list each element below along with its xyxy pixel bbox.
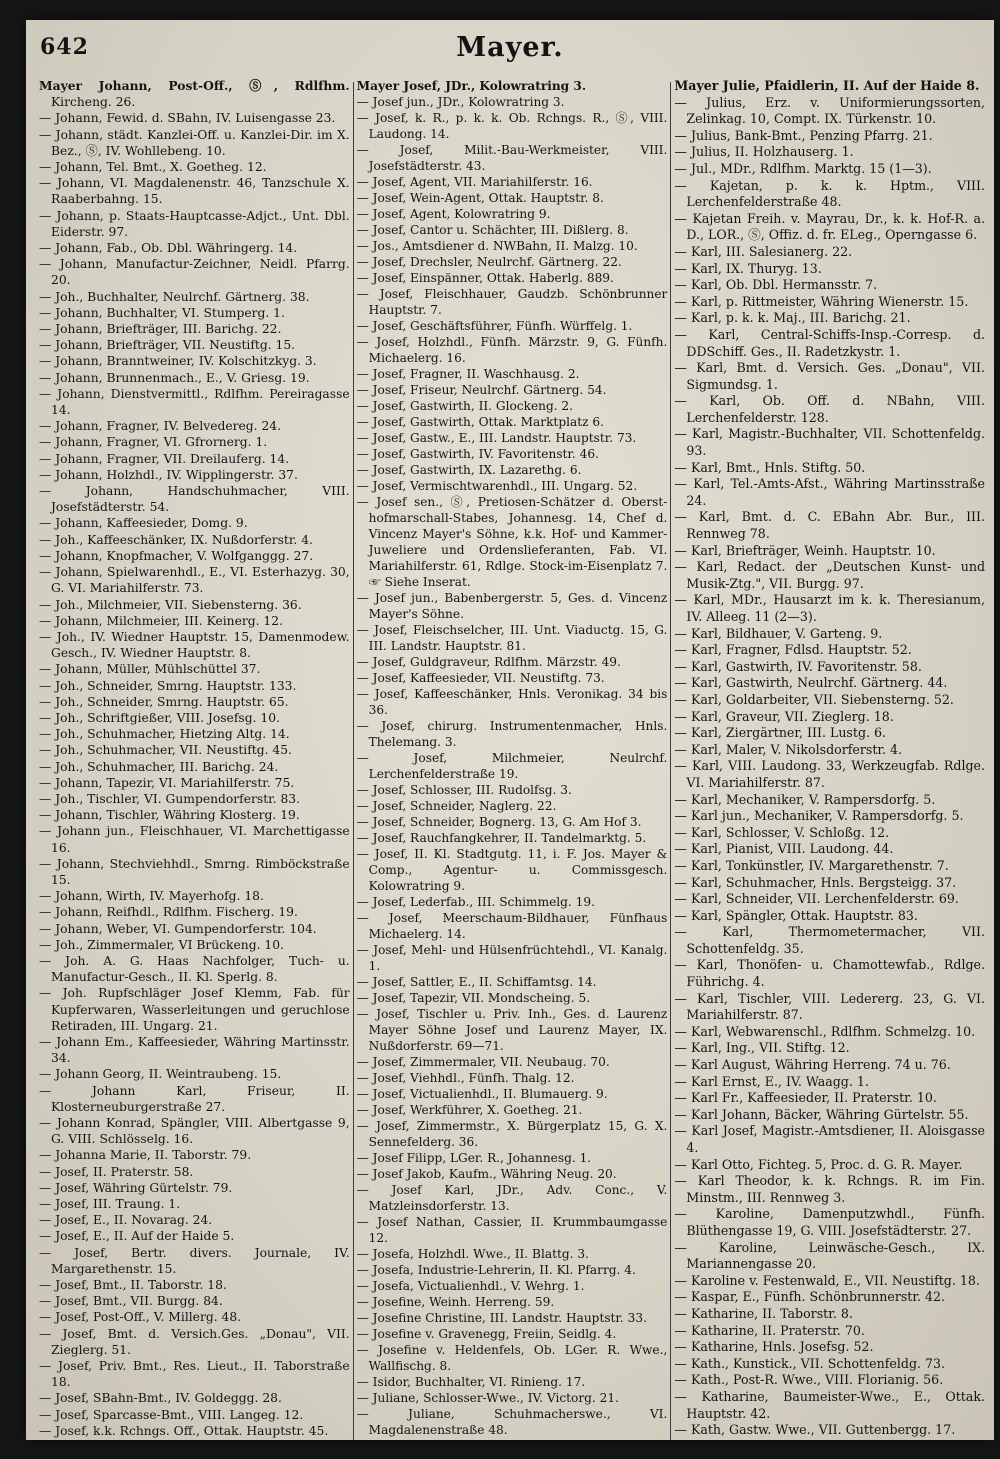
directory-entry: — Johann, Holzhdl., IV. Wipplingerstr. 37. bbox=[39, 467, 298, 482]
directory-entry: — Johann, Briefträger, III. Barichg. 22. bbox=[39, 322, 282, 337]
directory-entry: — Josef, E., II. Auf der Haide 5. bbox=[39, 1229, 235, 1244]
directory-entry: — Joh., Buchhalter, Neulrchf. Gärtnerg. 38. bbox=[39, 289, 310, 304]
directory-entry: — Katharine, II. Praterstr. 70. bbox=[674, 1322, 865, 1338]
directory-entry: — Josef, Lederfab., III. Schimmelg. 19. bbox=[356, 895, 595, 909]
directory-entry: — Josef, E., II. Novarag. 24. bbox=[39, 1213, 213, 1228]
directory-entry: — Josef, Holzhdl., Fünfh. Märzstr. 9, G. Fünfh. Michaelerg. 16. bbox=[356, 335, 668, 365]
directory-entry: — Johann, Müller, Mühlschüttel 37. bbox=[39, 662, 261, 677]
directory-entry: — Karl, Mechaniker, V. Rampersdorfg. 5. bbox=[674, 791, 936, 807]
directory-entry: — Josef, Schlosser, III. Rudolfsg. 3. bbox=[356, 783, 572, 797]
directory-entry: — Karl, Fragner, Fdlsd. Hauptstr. 52. bbox=[674, 642, 912, 658]
directory-entry: — Josef, Meerschaum-Bildhauer, Fünfhaus Michaelerg. 14. bbox=[356, 911, 668, 941]
directory-entry: — Karl, III. Salesianerg. 22. bbox=[674, 243, 853, 259]
directory-entry: — Karl, Spängler, Ottak. Hauptstr. 83. bbox=[674, 907, 918, 923]
directory-entry: — Josef, Bertr. divers. Journale, IV. Margarethenstr. 15. bbox=[39, 1245, 350, 1276]
directory-entry: — Karl, Ing., VII. Stiftg. 12. bbox=[674, 1040, 850, 1056]
directory-entry: — Karl, Bmt. d. Versich. Ges. „Donau", VII. Sigmundsg. 1. bbox=[674, 360, 986, 392]
directory-entry: — Josef, Victualienhdl., II. Blumauerg. 9. bbox=[356, 1087, 608, 1101]
directory-entry: — Johann, Wirth, IV. Mayerhofg. 18. bbox=[39, 889, 264, 904]
directory-entry: — Karl, Schneider, VII. Lerchenfelderstr. 69. bbox=[674, 891, 959, 907]
directory-entry: — Johann, VI. Magdalenenstr. 46, Tanzschule X. Raaberbahng. 15. bbox=[39, 176, 350, 207]
columns bbox=[36, 78, 988, 1440]
directory-entry: — Karl, p. Rittmeister, Währing Wienerstr. 15. bbox=[674, 293, 969, 309]
directory-entry: — Josef, Geschäftsführer, Fünfh. Würffelg. 1. bbox=[356, 319, 633, 333]
directory-entry: — Karl, Bmt. d. C. EBahn Abr. Bur., III. Rennweg 78. bbox=[674, 509, 986, 542]
directory-entry: — Josef, Tapezir, VII. Mondscheing. 5. bbox=[356, 991, 591, 1005]
directory-entry: — Karl August, Währing Herreng. 74 u. 76. bbox=[674, 1057, 951, 1073]
directory-entry: — Jul., MDr., Rdlfhm. Marktg. 15 (1—3). bbox=[674, 160, 932, 176]
directory-entry: — Johann, Fewid. d. SBahn, IV. Luisengasse 23. bbox=[39, 111, 336, 126]
directory-entry: — Johann, Fragner, VI. Gfrornerg. 1. bbox=[39, 435, 268, 450]
directory-entry: — Johann Georg, II. Weintraubeng. 15. bbox=[39, 1067, 282, 1082]
directory-entry: — Joh., Schneider, Smrng. Hauptstr. 133. bbox=[39, 678, 297, 693]
directory-entry: — Karl, Pianist, VIII. Laudong. 44. bbox=[674, 841, 894, 857]
directory-entry: — Karl, Magistr.-Buchhalter, VII. Schottenfeldg. 93. bbox=[674, 426, 986, 459]
directory-entry: — Karl Fr., Kaffeesieder, II. Praterstr. 10. bbox=[674, 1090, 937, 1106]
directory-entry: — Julius, Erz. v. Uniformierungssorten, Zelinkag. 10, Compt. IX. Türkenstr. 10. bbox=[674, 94, 986, 127]
directory-entry: — Josef, Zimmermstr., X. Bürgerplatz 15, G. X. Sennefelderg. 36. bbox=[356, 1119, 668, 1149]
directory-entry: — Josefa, Victualienhdl., V. Wehrg. 1. bbox=[356, 1279, 585, 1293]
directory-entry: — Karl, Ob. Dbl. Hermansstr. 7. bbox=[674, 277, 878, 293]
directory-entry: — Josef, Guldgraveur, Rdlfhm. Märzstr. 49. bbox=[356, 655, 621, 669]
directory-entry: — Josefa, Holzhdl. Wwe., II. Blattg. 3. bbox=[356, 1247, 589, 1261]
directory-entry: — Karl, Schlosser, V. Schloßg. 12. bbox=[674, 824, 890, 840]
directory-entry: — Joh. A. G. Haas Nachfolger, Tuch- u. Manufactur-Gesch., II. Kl. Sperlg. 8. bbox=[39, 953, 350, 985]
directory-entry: — Johanna Marie, II. Taborstr. 79. bbox=[39, 1148, 252, 1163]
directory-entry: — Kaspar, E., Fünfh. Schönbrunnerstr. 42. bbox=[674, 1289, 946, 1305]
directory-entry: — Josef, Viehhdl., Fünfh. Thalg. 12. bbox=[356, 1071, 575, 1085]
directory-entry: — Josef, Rauchfangkehrer, II. Tandelmarktg. 5. bbox=[356, 831, 647, 845]
directory-entry: — Josef, k. R., p. k. k. Ob. Rchngs. R., Ⓢ, VIII. Laudong. 14. bbox=[356, 111, 668, 141]
directory-entry: — Juliane, Schlosser-Wwe., IV. Victorg. 21. bbox=[356, 1391, 619, 1405]
directory-entry: — Juliane, Schuhmacherswe., VI. Magdalenenstraße 48. bbox=[356, 1407, 668, 1437]
directory-entry: — Josef sen., Ⓢ, Pretiosen-Schätzer d. Oberst-hofmarschall-Stabes, Johannesg. 14, Chef d. Vincenz Mayer's Söhne, k.k. Hof- und Kammer-Juweliere und Ordenslieferanten, Fab. VI. Mariahilferstr. 61, Rdlge. Stock-im-Eisenplatz 7. ☞ Siehe Inserat. bbox=[356, 495, 668, 589]
directory-entry: — Josef, Milchmeier, Neulrchf. Lerchenfelderstraße 19. bbox=[356, 751, 668, 781]
directory-entry: — Josef, Sattler, E., II. Schiffamtsg. 14. bbox=[356, 975, 597, 989]
directory-entry: — Joh., Schuhmacher, Hietzing Altg. 14. bbox=[39, 727, 290, 742]
directory-entry: — Karl, Webwarenschl., Rdlfhm. Schmelzg. 10. bbox=[674, 1023, 976, 1039]
directory-entry: — Karl, Maler, V. Nikolsdorferstr. 4. bbox=[674, 741, 903, 757]
directory-entry: — Johann, Milchmeier, III. Keinerg. 12. bbox=[39, 613, 283, 628]
directory-entry: — Josef, SBahn-Bmt., IV. Goldeggg. 28. bbox=[39, 1391, 282, 1406]
directory-entry: — Karl, Central-Schiffs-Insp.-Corresp. d. DDSchiff. Ges., II. Radetzkystr. 1. bbox=[674, 326, 986, 359]
directory-entry: — Josef Karl, JDr., Adv. Conc., V. Matzleinsdorferstr. 13. bbox=[356, 1183, 668, 1213]
directory-entry: — Karl, Ziergärtner, III. Lustg. 6. bbox=[674, 725, 887, 741]
directory-entry: — Josef, Friseur, Neulrchf. Gärtnerg. 54. bbox=[356, 383, 607, 397]
directory-entry: — Julius, II. Holzhauserg. 1. bbox=[674, 144, 854, 160]
directory-entry: — Josef, Gastw., E., III. Landstr. Hauptstr. 73. bbox=[356, 431, 637, 445]
directory-entry: — Josef, Fragner, II. Waschhausg. 2. bbox=[356, 367, 580, 381]
directory-entry: — Johann, städt. Kanzlei-Off. u. Kanzlei-Dir. im X. Bez., Ⓢ, IV. Wohllebeng. 10. bbox=[39, 127, 350, 158]
directory-entry: — Karl, Tel.-Amts-Afst., Währing Martinsstraße 24. bbox=[674, 476, 986, 508]
directory-entry: — Johann, Fab., Ob. Dbl. Währingerg. 14. bbox=[39, 241, 298, 256]
directory-entry: — Johann, p. Staats-Hauptcasse-Adjct., Unt. Dbl. Eiderstr. 97. bbox=[39, 208, 350, 239]
directory-entry: — Karoline v. Festenwald, E., VII. Neustiftg. 18. bbox=[674, 1272, 980, 1288]
directory-entry: — Johann, Spielwarenhdl., E., VI. Esterhazyg. 30, G. VI. Mariahilferstr. 73. bbox=[39, 565, 350, 596]
directory-entry: — Karl, Gastwirth, Neulrchf. Gärtnerg. 44. bbox=[674, 675, 948, 691]
directory-entry: — Karl, Redact. der „Deutschen Kunst- und Musik-Ztg.", VII. Burgg. 97. bbox=[674, 559, 986, 591]
directory-entry: Mayer Johann, Post-Off., Ⓢ, Rdlfhm. Kircheng. 26. bbox=[39, 78, 350, 110]
directory-entry: — Joh., IV. Wiedner Hauptstr. 15, Damenmodew. Gesch., IV. Wiedner Hauptstr. 8. bbox=[39, 629, 350, 661]
directory-entry: — Josefine v. Heldenfels, Ob. LGer. R. Wwe., Wallfischg. 8. bbox=[356, 1343, 668, 1373]
directory-entry: — Karl, Thermometermacher, VII. Schottenfeldg. 35. bbox=[674, 924, 986, 956]
directory-entry: — Josefine Christine, III. Landstr. Hauptstr. 33. bbox=[356, 1311, 647, 1325]
directory-entry: — Josef, Bmt., II. Taborstr. 18. bbox=[39, 1278, 227, 1293]
directory-entry: — Johann, Kaffeesieder, Domg. 9. bbox=[39, 516, 248, 531]
directory-entry: — Josef, Priv. Bmt., Res. Lieut., II. Taborstraße 18. bbox=[39, 1359, 350, 1390]
directory-entry: — Josef, Agent, Kolowratring 9. bbox=[356, 207, 551, 221]
directory-entry: — Josef Jakob, Kaufm., Währing Neug. 20. bbox=[356, 1167, 617, 1181]
directory-entry: — Karl, Schuhmacher, Hnls. Bergsteigg. 37. bbox=[674, 874, 957, 890]
directory-entry: — Kath., Kunstick., VII. Schottenfeldg. 73. bbox=[674, 1355, 946, 1371]
directory-entry: — Karl, Graveur, VII. Zieglerg. 18. bbox=[674, 708, 894, 724]
directory-entry: — Josef, II. Kl. Stadtgutg. 11, i. F. Jos. Mayer & Comp., Agentur- u. Commissgesch. Kolowratring 9. bbox=[356, 847, 668, 893]
directory-entry: — Josef, Agent, VII. Mariahilferstr. 16. bbox=[356, 175, 593, 189]
directory-entry: — Josef, Einspänner, Ottak. Haberlg. 889. bbox=[356, 271, 614, 285]
directory-entry: — Karl, Briefträger, Weinh. Hauptstr. 10. bbox=[674, 542, 936, 558]
directory-entry: — Karl, p. k. k. Maj., III. Barichg. 21. bbox=[674, 310, 911, 326]
directory-entry: — Josef, Wein-Agent, Ottak. Hauptstr. 8. bbox=[356, 191, 604, 205]
directory-entry: — Josef, Gastwirth, II. Glockeng. 2. bbox=[356, 399, 574, 413]
directory-entry: — Josef, Bmt., VII. Burgg. 84. bbox=[39, 1294, 223, 1309]
directory-entry: — Johann, Briefträger, VII. Neustiftg. 15. bbox=[39, 338, 296, 353]
directory-entry: — Johann, Knopfmacher, V. Wolfganggg. 27. bbox=[39, 548, 314, 563]
page-title: Mayer. bbox=[456, 32, 564, 63]
directory-entry: — Karl, IX. Thuryg. 13. bbox=[674, 260, 822, 276]
directory-entry: — Josef, II. Praterstr. 58. bbox=[39, 1164, 194, 1179]
directory-entry: — Johann, Dienstvermittl., Rdlfhm. Pereiragasse 14. bbox=[39, 386, 350, 418]
directory-entry: — Josef, Werkführer, X. Goetheg. 21. bbox=[356, 1103, 583, 1117]
directory-entry: — Joh. Rupfschläger Josef Klemm, Fab. für Kupferwaren, Wasserleitungen und geruchlose Retiraden, III. Ungarg. 21. bbox=[39, 986, 350, 1033]
directory-entry: — Kajetan, p. k. k. Hptm., VIII. Lerchenfelderstraße 48. bbox=[674, 177, 986, 210]
directory-entry: — Josef, Schneider, Bognerg. 13, G. Am Hof 3. bbox=[356, 815, 642, 829]
directory-entry: — Katharine, Hnls. Josefsg. 52. bbox=[674, 1339, 874, 1355]
directory-entry: — Johann, Tel. Bmt., X. Goetheg. 12. bbox=[39, 160, 267, 175]
directory-entry: — Joh., Kaffeeschänker, IX. Nußdorferstr. 4. bbox=[39, 532, 313, 547]
directory-entry: — Karl, Bmt., Hnls. Stiftg. 50. bbox=[674, 459, 866, 475]
page-number: 642 bbox=[40, 34, 89, 60]
directory-entry: — Joh., Milchmeier, VII. Siebensterng. 36. bbox=[39, 597, 302, 612]
directory-entry: — Josef, chirurg. Instrumentenmacher, Hnls. Thelemang. 3. bbox=[356, 719, 668, 749]
directory-entry: — Josef, Cantor u. Schächter, III. Dißlerg. 8. bbox=[356, 223, 629, 237]
directory-entry: — Johann, Brunnenmach., E., V. Griesg. 19. bbox=[39, 370, 310, 385]
directory-entry: — Josef jun., JDr., Kolowratring 3. bbox=[356, 95, 565, 109]
directory-entry: — Josef, Gastwirth, IV. Favoritenstr. 46. bbox=[356, 447, 599, 461]
directory-entry: — Kajetan Freih. v. Mayrau, Dr., k. k. Hof-R. a. D., LOR., Ⓢ, Offiz. d. fr. ELeg., Operngasse 6. bbox=[674, 210, 986, 243]
directory-entry: Mayer Julie, Pfaidlerin, II. Auf der Haide 8. bbox=[674, 78, 980, 93]
directory-entry: — Karl, Tonkünstler, IV. Margarethenstr. 7. bbox=[674, 857, 949, 873]
directory-entry: — Joh., Schuhmacher, VII. Neustiftg. 45. bbox=[39, 743, 292, 758]
directory-entry: — Johann, Branntweiner, IV. Kolschitzkyg. 3. bbox=[39, 354, 317, 369]
directory-entry: — Karl, Tischler, VIII. Ledererg. 23, G. VI. Mariahilferstr. 87. bbox=[674, 990, 986, 1023]
column-right bbox=[671, 78, 988, 1440]
directory-entry: — Josef, Gastwirth, IX. Lazarethg. 6. bbox=[356, 463, 582, 477]
directory-entry: — Josef, Vermischtwarenhdl., III. Ungarg. 52. bbox=[356, 479, 638, 493]
directory-entry: — Johann, Reifhdl., Rdlfhm. Fischerg. 19. bbox=[39, 905, 298, 920]
directory-entry: — Josef, Kaffeeschänker, Hnls. Veronikag. 34 bis 36. bbox=[356, 687, 668, 717]
directory-entry: — Joh., Schneider, Smrng. Hauptstr. 65. bbox=[39, 694, 289, 709]
directory-entry: — Josef, Drechsler, Neulrchf. Gärtnerg. 22. bbox=[356, 255, 622, 269]
directory-entry: — Josef, Fleischhauer, Gaudzb. Schönbrunner Hauptstr. 7. bbox=[356, 287, 668, 317]
directory-entry: — Josefine, Weinh. Herreng. 59. bbox=[356, 1295, 555, 1309]
directory-entry: — Josef, Zimmermaler, VII. Neubaug. 70. bbox=[356, 1055, 610, 1069]
directory-entry: — Johann, Tischler, Währing Klosterg. 19. bbox=[39, 808, 300, 823]
directory-entry: — Karl, VIII. Laudong. 33, Werkzeugfab. Rdlge. VI. Mariahilferstr. 87. bbox=[674, 758, 986, 790]
directory-entry: — Jos., Amtsdiener d. NWBahn, II. Malzg. 10. bbox=[356, 239, 638, 253]
directory-entry: — Joh., Tischler, VI. Gumpendorferstr. 83. bbox=[39, 791, 301, 806]
directory-entry: — Kath., Post-R. Wwe., VIII. Florianig. 56. bbox=[674, 1372, 944, 1388]
directory-entry: — Karl jun., Mechaniker, V. Rampersdorfg. 5. bbox=[674, 808, 964, 824]
directory-entry: — Karl, Gastwirth, IV. Favoritenstr. 58. bbox=[674, 658, 922, 674]
directory-entry: — Josef, Tischler u. Priv. Inh., Ges. d. Laurenz Mayer Söhne Josef und Laurenz Mayer, IX. Nußdorferstr. 69—71. bbox=[356, 1007, 668, 1053]
directory-entry: — Johann, Stechviehhdl., Smrng. Rimböckstraße 15. bbox=[39, 856, 350, 887]
column-middle bbox=[354, 78, 671, 1440]
directory-entry: — Josef, Bmt. d. Versich.Ges. „Donau", VII. Zieglerg. 51. bbox=[39, 1326, 350, 1357]
directory-entry: — Karoline, Damenputzwhdl., Fünfh. Blüthengasse 19, G. VIII. Josefstädterstr. 27. bbox=[674, 1206, 986, 1238]
directory-entry: — Katharine, Baumeister-Wwe., E., Ottak. Hauptstr. 42. bbox=[674, 1388, 986, 1421]
directory-entry: — Josefa, Industrie-Lehrerin, II. Kl. Pfarrg. 4. bbox=[356, 1263, 636, 1277]
directory-entry: — Karl Ernst, E., IV. Waagg. 1. bbox=[674, 1073, 869, 1089]
directory-entry: — Josef Nathan, Cassier, II. Krummbaumgasse 12. bbox=[356, 1215, 668, 1245]
directory-entry: — Johann Karl, Friseur, II. Klosterneuburgerstraße 27. bbox=[39, 1083, 350, 1114]
directory-entry: — Josef Filipp, LGer. R., Johannesg. 1. bbox=[356, 1151, 592, 1165]
directory-entry: — Johann, Tapezir, VI. Mariahilferstr. 75. bbox=[39, 775, 295, 790]
directory-entry: — Josefine v. Gravenegg, Freiin, Seidlg. 4. bbox=[356, 1327, 617, 1341]
directory-entry: — Karl Theodor, k. k. Rchngs. R. im Fin. Minstm., III. Rennweg 3. bbox=[674, 1173, 986, 1205]
directory-entry: — Karl Otto, Fichteg. 5, Proc. d. G. R. Mayer. bbox=[674, 1156, 963, 1172]
column-left bbox=[36, 78, 353, 1440]
directory-entry: — Johann, Weber, VI. Gumpendorferstr. 104. bbox=[39, 921, 317, 936]
directory-entry: — Josef, Mehl- und Hülsenfrüchtehdl., VI. Kanalg. 1. bbox=[356, 943, 668, 973]
directory-entry: — Josef, Gastwirth, Ottak. Marktplatz 6. bbox=[356, 415, 604, 429]
directory-entry: — Karoline, Leinwäsche-Gesch., IX. Mariannengasse 20. bbox=[674, 1239, 986, 1272]
directory-entry: — Josef, Fleischselcher, III. Unt. Viaductg. 15, G. III. Landstr. Hauptstr. 81. bbox=[356, 623, 668, 653]
directory-entry: — Isidor, Buchhalter, VI. Rinieng. 17. bbox=[356, 1375, 586, 1389]
directory-entry: — Karl, Goldarbeiter, VII. Siebensterng. 52. bbox=[674, 691, 954, 707]
directory-entry: — Josef, Währing Gürtelstr. 79. bbox=[39, 1180, 233, 1195]
directory-entry: — Karl, Bildhauer, V. Garteng. 9. bbox=[674, 625, 883, 641]
directory-entry: — Josef, Kaffeesieder, VII. Neustiftg. 73. bbox=[356, 671, 605, 685]
directory-entry: — Josef jun., Babenbergerstr. 5, Ges. d. Vincenz Mayer's Söhne. bbox=[356, 591, 668, 621]
directory-entry: — Karl, Ob. Off. d. NBahn, VIII. Lerchenfelderstr. 128. bbox=[674, 393, 986, 425]
directory-entry: — Johann, Manufactur-Zeichner, Neidl. Pfarrg. 20. bbox=[39, 257, 350, 288]
directory-entry: — Karl Josef, Magistr.-Amtsdiener, II. Aloisgasse 4. bbox=[674, 1123, 986, 1155]
directory-page bbox=[26, 20, 994, 1440]
directory-entry: — Johann Konrad, Spängler, VIII. Albertgasse 9, G. VIII. Schlösselg. 16. bbox=[39, 1116, 350, 1147]
directory-entry: — Josef, Milit.-Bau-Werkmeister, VIII. Josefstädterstr. 43. bbox=[356, 143, 668, 173]
directory-entry: — Josef, Sparcasse-Bmt., VIII. Langeg. 12. bbox=[39, 1407, 304, 1422]
directory-entry: — Karl Johann, Bäcker, Währing Gürtelstr. 55. bbox=[674, 1106, 969, 1122]
directory-entry: — Johann, Handschuhmacher, VIII. Josefstädterstr. 54. bbox=[39, 484, 350, 515]
directory-entry: — Joh., Schuhmacher, III. Barichg. 24. bbox=[39, 759, 279, 774]
directory-entry: — Joh., Zimmermaler, VI Brückeng. 10. bbox=[39, 937, 284, 952]
directory-entry: — Johann, Fragner, VII. Dreilauferg. 14. bbox=[39, 451, 290, 466]
directory-entry: — Josef, Post-Off., V. Millerg. 48. bbox=[39, 1310, 242, 1325]
directory-entry: — Karl, MDr., Hausarzt im k. k. Theresianum, IV. Alleeg. 11 (2—3). bbox=[674, 592, 986, 624]
directory-entry: — Karl, Thonöfen- u. Chamottewfab., Rdlge. Führichg. 4. bbox=[674, 957, 986, 990]
directory-entry: — Josef, k.k. Rchngs. Off., Ottak. Hauptstr. 45. bbox=[39, 1423, 329, 1438]
directory-entry: — Johann, Fragner, IV. Belvedereg. 24. bbox=[39, 419, 282, 434]
directory-entry: — Josef, Schneider, Naglerg. 22. bbox=[356, 799, 557, 813]
directory-entry: — Julius, Bank-Bmt., Penzing Pfarrg. 21. bbox=[674, 127, 933, 143]
directory-entry: — Johann jun., Fleischhauer, VI. Marchettigasse 16. bbox=[39, 824, 350, 855]
directory-entry: Mayer Josef, JDr., Kolowratring 3. bbox=[356, 79, 587, 93]
directory-entry: — Kath, Gastw. Wwe., VII. Guttenbergg. 17. bbox=[674, 1422, 956, 1438]
directory-entry: — Johann Em., Kaffeesieder, Währing Martinsstr. 34. bbox=[39, 1034, 350, 1066]
directory-entry: — Johann, Buchhalter, VI. Stumperg. 1. bbox=[39, 305, 285, 320]
directory-entry: — Joh., Schriftgießer, VIII. Josefsg. 10. bbox=[39, 710, 280, 725]
directory-entry: — Katharine, II. Taborstr. 8. bbox=[674, 1305, 853, 1321]
directory-entry: — Josef, III. Traung. 1. bbox=[39, 1197, 181, 1212]
